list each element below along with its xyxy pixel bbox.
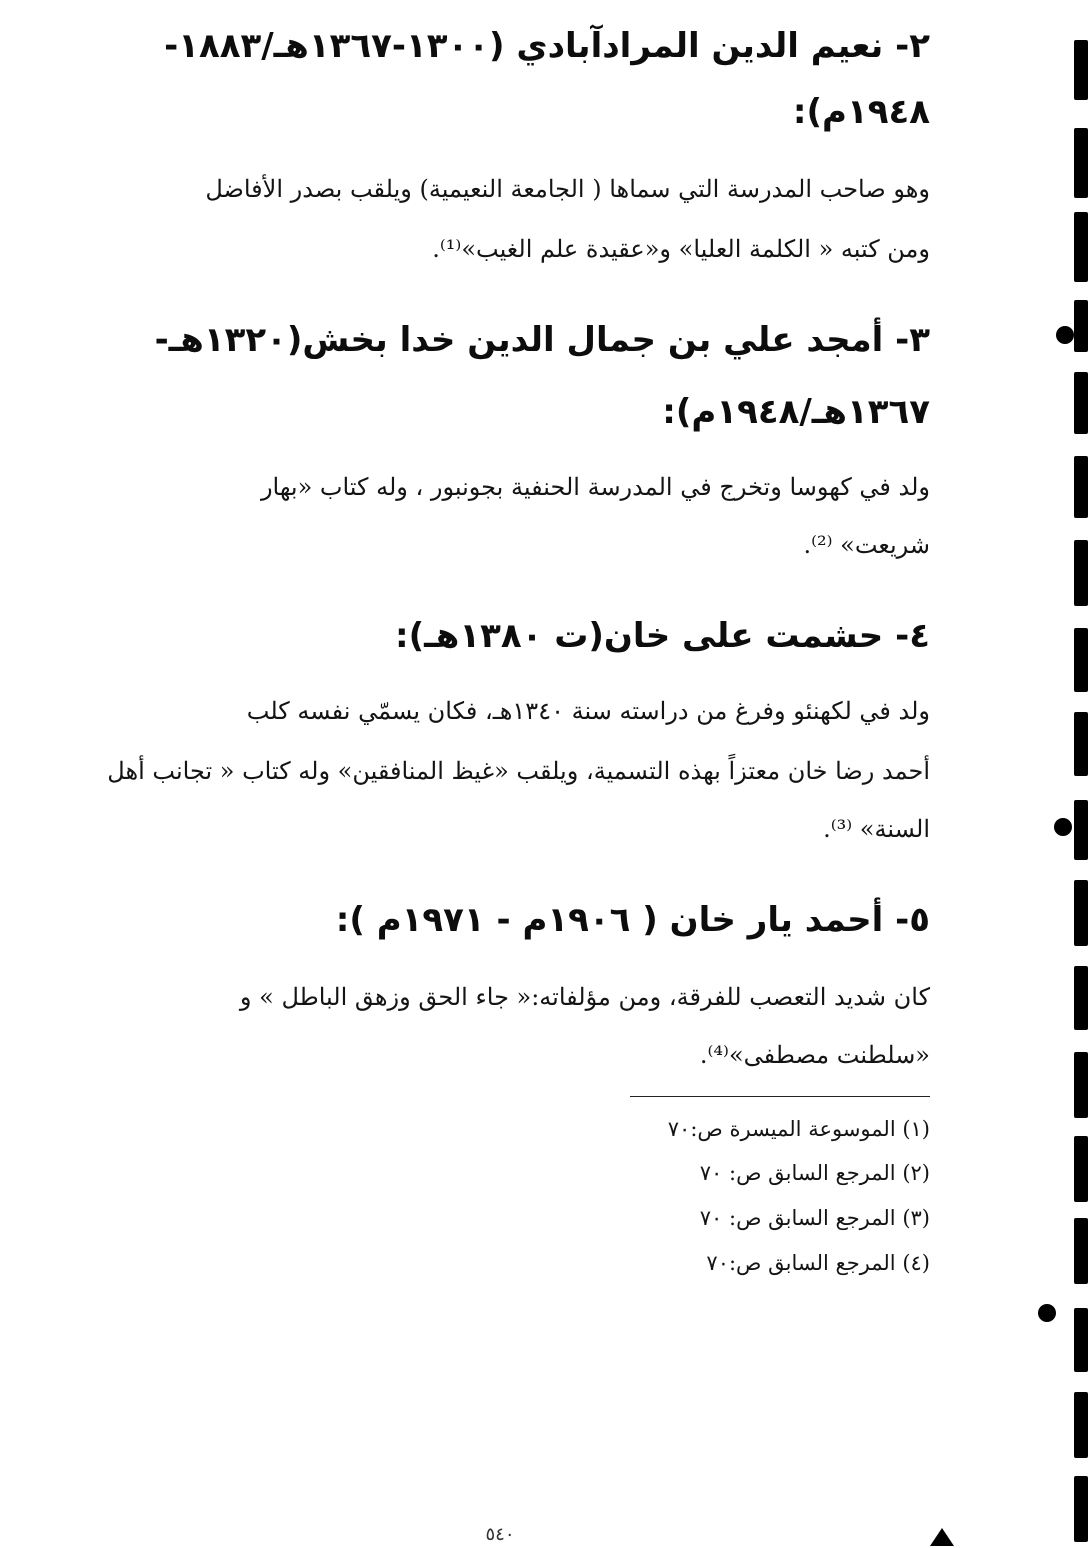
binding-mark xyxy=(1074,966,1088,1030)
binding-mark xyxy=(1074,212,1088,282)
binding-dot xyxy=(1038,1304,1056,1322)
footnote-2: (٢) المرجع السابق ص: ٧٠ xyxy=(699,1161,930,1185)
section-4-heading: ٤- حشمت على خان(ت ١٣٨٠هـ): xyxy=(395,616,930,656)
binding-mark xyxy=(1074,800,1088,860)
section-2-para-line: ومن كتبه « الكلمة العليا» و«عقيدة علم الغيب»⁽¹⁾. xyxy=(432,235,930,263)
section-5-para-line: «سلطنت مصطفى»⁽⁴⁾. xyxy=(699,1041,930,1069)
footnote-4: (٤) المرجع السابق ص:٧٠ xyxy=(706,1251,930,1275)
footnote-1: (١) الموسوعة الميسرة ص:٧٠ xyxy=(667,1117,930,1141)
corner-mark xyxy=(930,1528,954,1546)
section-4-para-line: ولد في لكهنئو وفرغ من دراسته سنة ١٣٤٠هـ، فكان يسمّي نفسه كلب xyxy=(246,697,930,725)
section-5-para-line: كان شديد التعصب للفرقة، ومن مؤلفاته:« جاء الحق وزهق الباطل » و xyxy=(239,983,930,1011)
binding-mark xyxy=(1074,628,1088,692)
section-4-para-line: أحمد رضا خان معتزاً بهذه التسمية، ويلقب «غيظ المنافقين» وله كتاب « تجانب أهل xyxy=(107,757,930,785)
binding-mark xyxy=(1074,1392,1088,1458)
binding-mark xyxy=(1074,300,1088,352)
binding-mark xyxy=(1074,880,1088,946)
binding-dot xyxy=(1054,818,1072,836)
section-5-heading: ٥- أحمد يار خان ( ١٩٠٦م - ١٩٧١م ): xyxy=(335,900,930,940)
binding-mark xyxy=(1074,40,1088,100)
binding-mark xyxy=(1074,372,1088,434)
page-number: ٥٤٠ xyxy=(485,1524,515,1545)
binding-mark xyxy=(1074,1476,1088,1542)
binding-mark xyxy=(1074,712,1088,776)
section-3-heading-cont: ١٣٦٧هـ/١٩٤٨م): xyxy=(662,392,930,432)
binding-dot xyxy=(1056,326,1074,344)
footnote-divider xyxy=(630,1096,930,1097)
section-2-para-line: وهو صاحب المدرسة التي سماها ( الجامعة النعيمية) ويلقب بصدر الأفاضل xyxy=(205,175,930,203)
section-4-para-line: السنة» ⁽³⁾. xyxy=(823,815,930,843)
binding-mark xyxy=(1074,456,1088,518)
section-2-heading: ٢- نعيم الدين المرادآبادي (١٣٠٠-١٣٦٧هـ/١٨٨٣- xyxy=(164,26,930,66)
footnote-3: (٣) المرجع السابق ص: ٧٠ xyxy=(699,1206,930,1230)
binding-mark xyxy=(1074,1308,1088,1372)
binding-mark xyxy=(1074,128,1088,198)
section-3-heading: ٣- أمجد علي بن جمال الدين خدا بخش(١٣٢٠هـ- xyxy=(154,320,930,360)
binding-mark xyxy=(1074,1052,1088,1118)
section-3-para-line: شريعت» ⁽²⁾. xyxy=(803,531,930,559)
binding-mark xyxy=(1074,540,1088,606)
section-3-para-line: ولد في كهوسا وتخرج في المدرسة الحنفية بجونبور ، وله كتاب «بهار xyxy=(260,473,930,501)
section-2-heading-cont: ١٩٤٨م): xyxy=(792,92,930,132)
binding-mark xyxy=(1074,1136,1088,1202)
binding-mark xyxy=(1074,1218,1088,1284)
